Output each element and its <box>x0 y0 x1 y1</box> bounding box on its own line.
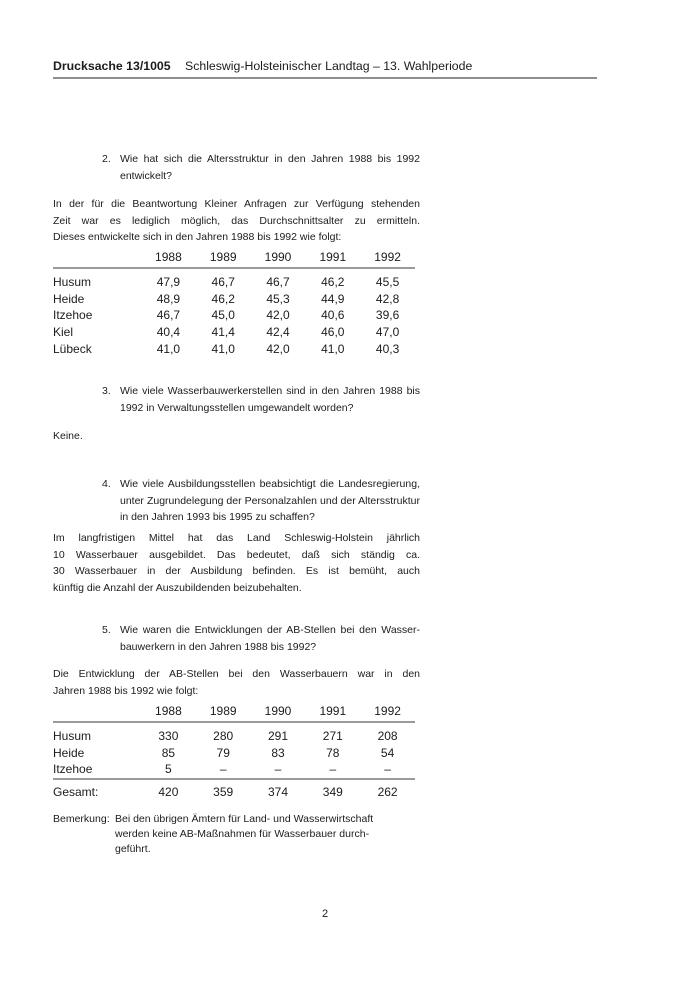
answer-3-paragraph <box>53 428 420 445</box>
paragraph-line: Keine. <box>53 430 83 442</box>
question-text-line: Wie viele Wasserbauwerkerstellen sind in den Jahren 1988 bis <box>120 385 420 397</box>
table-body <box>53 269 415 357</box>
table-cell: 46,2 <box>211 291 235 306</box>
table-cell: 46,7 <box>211 275 235 289</box>
table-row <box>53 728 415 745</box>
table-cell: 262 <box>377 785 398 800</box>
table-cell: 40,6 <box>321 308 345 323</box>
table-cell: 45,3 <box>266 291 290 306</box>
row-label: Itzehoe <box>53 762 93 777</box>
question-text-line: unter Zugrundelegung der Personalzahlen und der Altersstruktur <box>120 494 420 507</box>
table-cell: 39,6 <box>375 308 400 323</box>
question-text-line: 1992 in Verwaltungsstellen umgewandelt worden? <box>120 401 354 414</box>
paragraph-line: Dieses entwickelte sich in den Jahren 1988 bis 1992 wie folgt: <box>53 231 342 244</box>
row-label: Itzehoe <box>53 308 93 323</box>
page-number: 2 <box>321 908 329 920</box>
table-cell: 85 <box>161 745 176 760</box>
table-cell: 41,0 <box>321 341 345 356</box>
table-cell: 359 <box>213 785 234 800</box>
question-3 <box>102 383 420 416</box>
question-2 <box>102 151 420 184</box>
table-cell: 46,0 <box>321 325 345 340</box>
table-cell: 41,4 <box>211 325 235 340</box>
table-cell: 420 <box>158 785 179 800</box>
answer-5-paragraph <box>53 666 420 699</box>
paragraph-line: 30 Wasserbauer in der Ausbildung befinden. Es ist bemüht, auch <box>53 565 420 578</box>
row-label: Kiel <box>53 325 74 340</box>
year-column-header: 1990 <box>264 704 292 718</box>
header-rule <box>53 77 597 79</box>
table-cell: – <box>329 762 337 777</box>
document-header <box>53 59 613 74</box>
table-cell: 5 <box>165 762 172 777</box>
paragraph-line: 10 Wasserbauer ausgebildet. Das bedeutet, daß sich ständig ca. <box>53 548 420 561</box>
table-row <box>53 745 415 762</box>
table-cell: 40,3 <box>375 341 400 356</box>
remark <box>53 812 423 858</box>
table-body <box>53 723 415 780</box>
year-column-header: 1991 <box>319 250 347 264</box>
year-column-header: 1989 <box>209 250 237 264</box>
table-cell: 42,8 <box>375 291 400 306</box>
table-cell: 78 <box>326 745 340 760</box>
table-cell: 45,0 <box>211 308 235 323</box>
total-label: Gesamt: <box>53 785 99 800</box>
table-cell: 41,0 <box>156 341 181 356</box>
question-text-line: Wie viele Ausbildungsstellen beabsichtigt die Landesregierung, <box>120 478 420 490</box>
year-column-header: 1990 <box>264 250 292 264</box>
year-column-header: 1992 <box>374 250 401 264</box>
table-row <box>53 307 415 324</box>
question-number: 2. <box>102 153 111 165</box>
paragraph-line: künftig die Anzahl der Auszubildenden beizubehalten. <box>53 581 302 594</box>
table-corner-cell <box>53 249 141 267</box>
answer-4-paragraph <box>53 530 420 596</box>
question-text-line: bauwerkern in den Jahren 1988 bis 1992? <box>120 640 317 653</box>
table-cell: 47,0 <box>375 325 400 340</box>
year-column-header: 1988 <box>155 704 182 718</box>
question-number: 3. <box>102 385 111 397</box>
remark-line: Bei den übrigen Ämtern für Land- und Wasserwirtschaft <box>115 813 374 825</box>
header-title: Schleswig-Holsteinischer Landtag – 13. Wahlperiode <box>185 59 473 73</box>
row-label: Husum <box>53 729 92 743</box>
table-header-row <box>53 703 415 723</box>
row-label: Heide <box>53 291 85 306</box>
remark-line: werden keine AB-Maßnahmen für Wasserbauer durch- <box>115 828 370 841</box>
table-row <box>53 341 415 358</box>
table-cell: 44,9 <box>321 291 345 306</box>
question-number: 4. <box>102 478 111 490</box>
question-text-line: in den Jahren 1993 bis 1995 zu schaffen? <box>120 511 315 524</box>
row-label: Lübeck <box>53 341 92 356</box>
table-cell: 42,4 <box>266 325 290 340</box>
table-cell: 41,0 <box>211 341 235 356</box>
question-4 <box>102 476 420 526</box>
table-cell: – <box>384 762 391 777</box>
question-text <box>120 476 420 526</box>
table-cell: 271 <box>322 729 343 743</box>
table-corner-cell <box>53 703 141 721</box>
table-cell: 208 <box>377 729 398 743</box>
table-cell: 46,7 <box>156 308 181 323</box>
doc-number: Drucksache 13/1005 <box>53 59 171 73</box>
remark-line: geführt. <box>115 843 151 856</box>
paragraph-line: In der für die Beantwortung Kleiner Anfragen zur Verfügung stehenden <box>53 198 420 210</box>
table-cell: 83 <box>271 745 285 760</box>
table-cell: 47,9 <box>156 275 181 289</box>
table-cell: 54 <box>380 745 395 760</box>
paragraph-line: Jahren 1988 bis 1992 wie folgt: <box>53 684 199 697</box>
table-cell: 291 <box>267 729 288 743</box>
year-column-header: 1991 <box>319 704 347 718</box>
question-text-line: entwickelt? <box>120 169 172 182</box>
question-text <box>120 383 420 416</box>
table-cell: 46,7 <box>266 275 290 289</box>
answer-2-paragraph <box>53 196 420 246</box>
paragraph-line: Die Entwicklung der AB-Stellen bei den Wasserbauern war in den <box>53 668 420 680</box>
remark-label: Bemerkung: <box>53 813 110 825</box>
table-row <box>53 761 415 778</box>
average-age-table <box>53 249 415 357</box>
question-text-line: Wie waren die Entwicklungen der AB-Stellen bei den Wasser- <box>120 624 420 636</box>
table-cell: – <box>219 762 227 777</box>
table-row <box>53 324 415 341</box>
table-cell: – <box>274 762 282 777</box>
paragraph-line: Zeit war es lediglich möglich, das Durchschnittsalter zu ermitteln. <box>53 214 420 227</box>
ab-stellen-table <box>53 703 415 801</box>
question-5 <box>102 622 420 655</box>
table-cell: 42,0 <box>266 308 290 323</box>
table-cell: 330 <box>158 729 179 743</box>
question-text <box>120 151 420 184</box>
remark-text <box>115 812 421 858</box>
table-cell: 46,2 <box>321 275 345 289</box>
year-column-header: 1989 <box>209 704 237 718</box>
question-text-line: Wie hat sich die Altersstruktur in den Jahren 1988 bis 1992 <box>120 153 420 165</box>
table-total-row <box>53 780 415 801</box>
table-row <box>53 274 415 291</box>
table-cell: 48,9 <box>156 291 181 306</box>
table-row <box>53 291 415 308</box>
year-column-header: 1988 <box>155 250 182 264</box>
table-cell: 349 <box>322 785 343 800</box>
table-header-row <box>53 249 415 269</box>
question-text <box>120 622 420 655</box>
table-cell: 42,0 <box>266 341 290 356</box>
question-number: 5. <box>102 624 111 636</box>
table-cell: 45,5 <box>375 275 400 289</box>
table-cell: 280 <box>213 729 234 743</box>
paragraph-line: Im langfristigen Mittel hat das Land Schleswig-Holstein jährlich <box>53 532 420 544</box>
table-cell: 79 <box>216 745 230 760</box>
row-label: Husum <box>53 275 92 289</box>
table-cell: 374 <box>267 785 288 800</box>
row-label: Heide <box>53 745 85 760</box>
year-column-header: 1992 <box>374 704 401 718</box>
table-cell: 40,4 <box>156 325 181 340</box>
